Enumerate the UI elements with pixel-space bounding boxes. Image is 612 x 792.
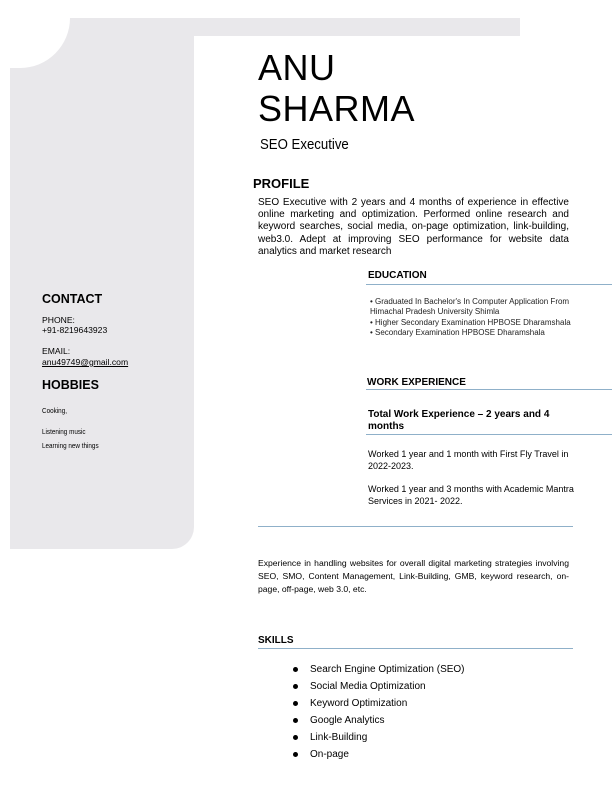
bullet-icon bbox=[293, 735, 298, 740]
skill-label: Keyword Optimization bbox=[310, 698, 408, 709]
work-total: Total Work Experience – 2 years and 4 months bbox=[368, 409, 550, 432]
hobby-item: Listening music bbox=[42, 427, 86, 436]
skills-heading: SKILLS bbox=[258, 635, 294, 646]
email-label: EMAIL: bbox=[42, 346, 71, 356]
work-entry: Worked 1 year and 1 month with First Fly Travel in 2022-2023. bbox=[368, 449, 569, 472]
profile-heading: PROFILE bbox=[253, 176, 310, 191]
contact-heading: CONTACT bbox=[42, 292, 103, 306]
email-link[interactable]: anu49749@gmail.com bbox=[42, 357, 129, 367]
skill-label: Link-Building bbox=[310, 732, 368, 743]
phone-label: PHONE: bbox=[42, 315, 75, 325]
hobbies-heading: HOBBIES bbox=[42, 378, 99, 392]
skill-item bbox=[290, 695, 465, 712]
education-list bbox=[370, 297, 580, 338]
work-entry: Worked 1 year and 3 months with Academic Mantra Services in 2021- 2022. bbox=[368, 484, 574, 507]
skills-list bbox=[290, 661, 465, 763]
bullet-icon bbox=[293, 752, 298, 757]
work-total-rule bbox=[366, 434, 612, 435]
education-rule bbox=[366, 284, 612, 285]
experience-summary: Experience in handling websites for overall digital marketing strategies involving SEO, SMO, Content Management, Link-Building, GMB, keyword research, on-page, off-page, web 3.0, etc. bbox=[258, 558, 569, 594]
skill-label: Social Media Optimization bbox=[310, 681, 426, 692]
education-item: • Graduated In Bachelor's In Computer Application From Himachal Pradesh University Shimla bbox=[370, 297, 570, 317]
bullet-icon bbox=[293, 701, 298, 706]
skill-label: Search Engine Optimization (SEO) bbox=[310, 664, 465, 675]
first-name: ANU bbox=[258, 47, 336, 88]
education-heading: EDUCATION bbox=[368, 270, 427, 281]
bullet-icon bbox=[293, 718, 298, 723]
education-item: • Higher Secondary Examination HPBOSE Dharamshala bbox=[370, 317, 571, 327]
skill-item bbox=[290, 746, 465, 763]
sidebar-panel bbox=[10, 18, 194, 549]
work-rule bbox=[366, 389, 612, 390]
skill-item bbox=[290, 729, 465, 746]
phone-value: +91-8219643923 bbox=[42, 325, 108, 335]
skill-item bbox=[290, 678, 465, 695]
profile-text: SEO Executive with 2 years and 4 months of experience in effective online marketing and optimization. Performed online research and keyword searches, social media, on-page optimization, link-building, web3.0. Adept at improving SEO performance for website data analytics and market research bbox=[258, 197, 569, 257]
hobby-item: Learning new things bbox=[42, 441, 99, 450]
education-item: • Secondary Examination HPBOSE Dharamshala bbox=[370, 327, 545, 337]
skill-item bbox=[290, 661, 465, 678]
last-name: SHARMA bbox=[258, 88, 416, 129]
skills-rule bbox=[258, 648, 573, 649]
skill-label: On-page bbox=[310, 749, 349, 760]
work-heading: WORK EXPERIENCE bbox=[367, 377, 466, 388]
job-title: SEO Executive bbox=[260, 136, 349, 153]
bullet-icon bbox=[293, 667, 298, 672]
skill-label: Google Analytics bbox=[310, 715, 385, 726]
work-end-rule bbox=[258, 526, 573, 527]
hobby-item: Cooking, bbox=[42, 406, 67, 415]
bullet-icon bbox=[293, 684, 298, 689]
skill-item bbox=[290, 712, 465, 729]
